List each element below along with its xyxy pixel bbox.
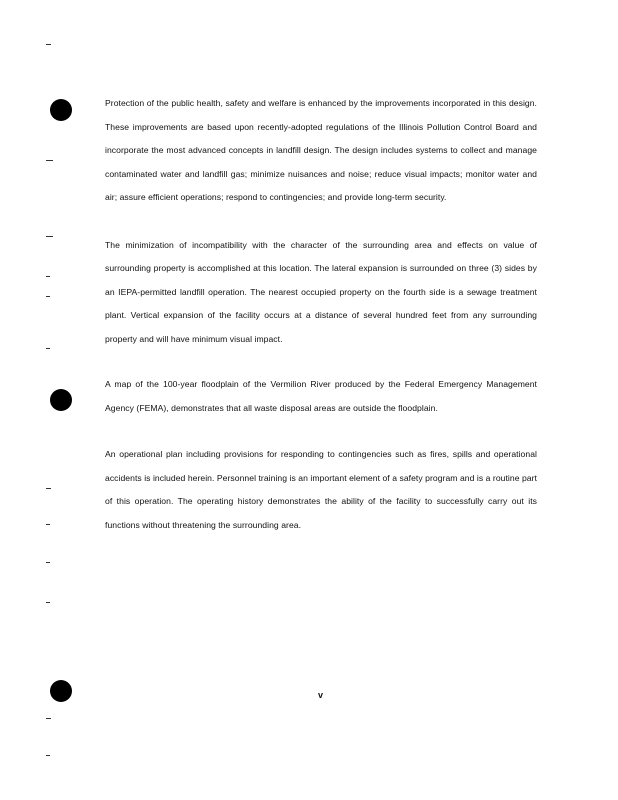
paragraph-compatibility: The minimization of incompatibility with the character of the surrounding area and effects on value of surrounding property is accomplished at this location. The lateral expansion is surrounded on three (3) sides by an IEPA-permitted landfill operation. The nearest occupied property on the fourth side is a sewage treatment plant. Vertical expansion of the facility occurs at a distance of several hundred feet from any surrounding property and will have minimum visual impact. xyxy=(105,239,537,344)
punch-hole-bottom xyxy=(50,680,72,702)
scan-mark xyxy=(46,44,51,45)
scan-mark xyxy=(46,160,53,161)
scan-mark xyxy=(46,755,50,756)
scan-mark xyxy=(46,296,50,297)
punch-hole-middle xyxy=(50,389,72,411)
paragraph-operational-plan: An operational plan including provisions for responding to contingencies such as fires, spills and operational accidents is included herein. Personnel training is an important element of a safety program and is a routine part of this operation. The operating history demonstrates the ability of the facility to successfully carry out its functions without threatening the surrounding area. xyxy=(105,449,537,530)
paragraph-floodplain: A map of the 100-year floodplain of the Vermilion River produced by the Federal Emergency Management Agency (FEMA), demonstrates that all waste disposal areas are outside the floodplain. xyxy=(105,379,537,413)
paragraph-public-health: Protection of the public health, safety and welfare is enhanced by the improvements incorporated in this design. These improvements are based upon recently-adopted regulations of the Illinois Pollution Control Board and incorporate the most advanced concepts in landfill design. The design includes systems to collect and manage contaminated water and landfill gas; minimize nuisances and noise; reduce visual impacts; monitor water and air; assure efficient operations; respond to contingencies; and provide long-term security. xyxy=(105,98,537,202)
scan-mark xyxy=(46,236,53,237)
scan-mark xyxy=(46,524,50,525)
scan-mark xyxy=(46,276,50,277)
page-number: v xyxy=(318,690,324,700)
scan-mark xyxy=(46,488,51,489)
scan-mark xyxy=(46,718,51,719)
document-body xyxy=(105,92,537,537)
scan-mark xyxy=(46,348,50,349)
scan-mark xyxy=(46,562,50,563)
scan-mark xyxy=(46,602,50,603)
punch-hole-top xyxy=(50,99,72,121)
